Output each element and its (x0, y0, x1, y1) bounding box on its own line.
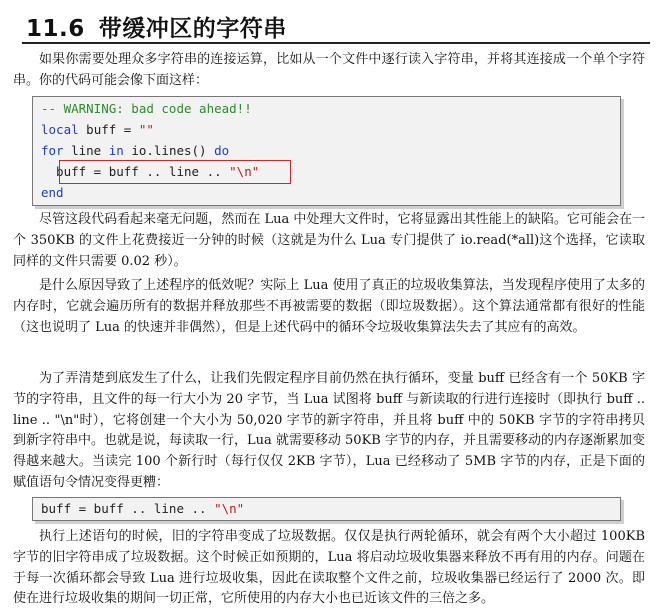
code-stmt: buff = buff .. line .. (41, 501, 215, 516)
code-keyword-local: local (41, 122, 79, 137)
section-title: 带缓冲区的字符串 (98, 16, 287, 42)
section-number: 11.6 (26, 16, 85, 42)
paragraph-gc-reason: 是什么原因导致了上述程序的低效呢？实际上 Lua 使用了真正的垃圾收集算法，当发现程序使用了太多的内存时，它就会遍历所有的数据并释放那些不再被需要的数据（即垃圾数据）。这个算法通常都有很好的性能（这也说明了 Lua 的快速并非偶然），但是上述代码中的循环令垃圾收集算法失去了其应有的高效。 (13, 278, 645, 335)
code-line-for (41, 143, 229, 158)
code-line-assign (41, 501, 244, 516)
paragraph-explanation: 为了弄清楚到底发生了什么，让我们先假定程序目前仍然在执行循环，变量 buff 已经含有一个 50KB 字节的字符串，且文件的每一行大小为 20 字节，当 Lua 试图将 buff 与新读取的行进行连接时（即执行 buff .. line .. "\n"时），它将创建一个大小为 50,020 字节的新字符串，并且将 buff 中的 50KB 字节的字符串拷贝到新字符串中。也就是说，每读取一行，Lua 就需要移动 50KB 字节的内存，并且需要移动的内存逐渐累加变得越来越大。当读完 100 个新行时（每行仅仅 2KB 字节），Lua 已经移动了 5MB 字节的内存，正是下面的赋值语句令情况变得更糟： (13, 371, 645, 490)
code-string-newline-2: "\n" (214, 501, 245, 516)
code-string-newline: "\n" (229, 164, 260, 179)
highlight-box (59, 160, 291, 184)
code-body: buff = buff .. line .. (41, 164, 230, 179)
code-decl: buff = (78, 122, 139, 137)
code-loop-var: line (63, 143, 109, 158)
code-block-assignment (32, 497, 621, 521)
code-block-bad (32, 96, 621, 206)
paragraph-performance: 尽管这段代码看起来毫无问题，然而在 Lua 中处理大文件时，它将显露出其性能上的缺陷。它可能会在一个 350KB 的文件上花费接近一分钟的时候（这就是为什么 Lua 专门提供了 io.read(*all)这个选择，它读取同样的文件只需要 0.02 秒）。 (13, 212, 645, 269)
code-keyword-do: do (214, 143, 230, 158)
code-line-end (41, 185, 64, 200)
code-string-empty: "" (138, 122, 154, 137)
code-keyword-end: end (41, 185, 64, 200)
paragraph-intro: 如果你需要处理众多字符串的连接运算，比如从一个文件中逐行读入字符串，并将其连接成一个单个字符串。你的代码可能会像下面这样： (13, 52, 645, 88)
section-heading (26, 10, 287, 43)
paragraph-conclusion: 执行上述语句的时候，旧的字符串变成了垃圾数据。仅仅是执行两轮循环，就会有两个大小超过 100KB 字节的旧字符串成了垃圾数据。这个时候正如预期的，Lua 将启动垃圾收集器来释放不再有用的内存。问题在于每一次循环都会导致 Lua 进行垃圾收集，因此在读取整个文件之前，垃圾收集器已经运行了 2000 次。即使在进行垃圾收集的期间一切正常，它所使用的内存大小也已近该文件的三倍之多。 (13, 529, 645, 607)
code-line-comment (41, 101, 252, 116)
code-comment: -- WARNING: bad code ahead!! (41, 101, 252, 116)
code-loop-iter: io.lines() (123, 143, 215, 158)
code-keyword-in: in (108, 143, 124, 158)
heading-rule (22, 42, 650, 44)
code-keyword-for: for (41, 143, 64, 158)
code-line-local (41, 122, 154, 137)
